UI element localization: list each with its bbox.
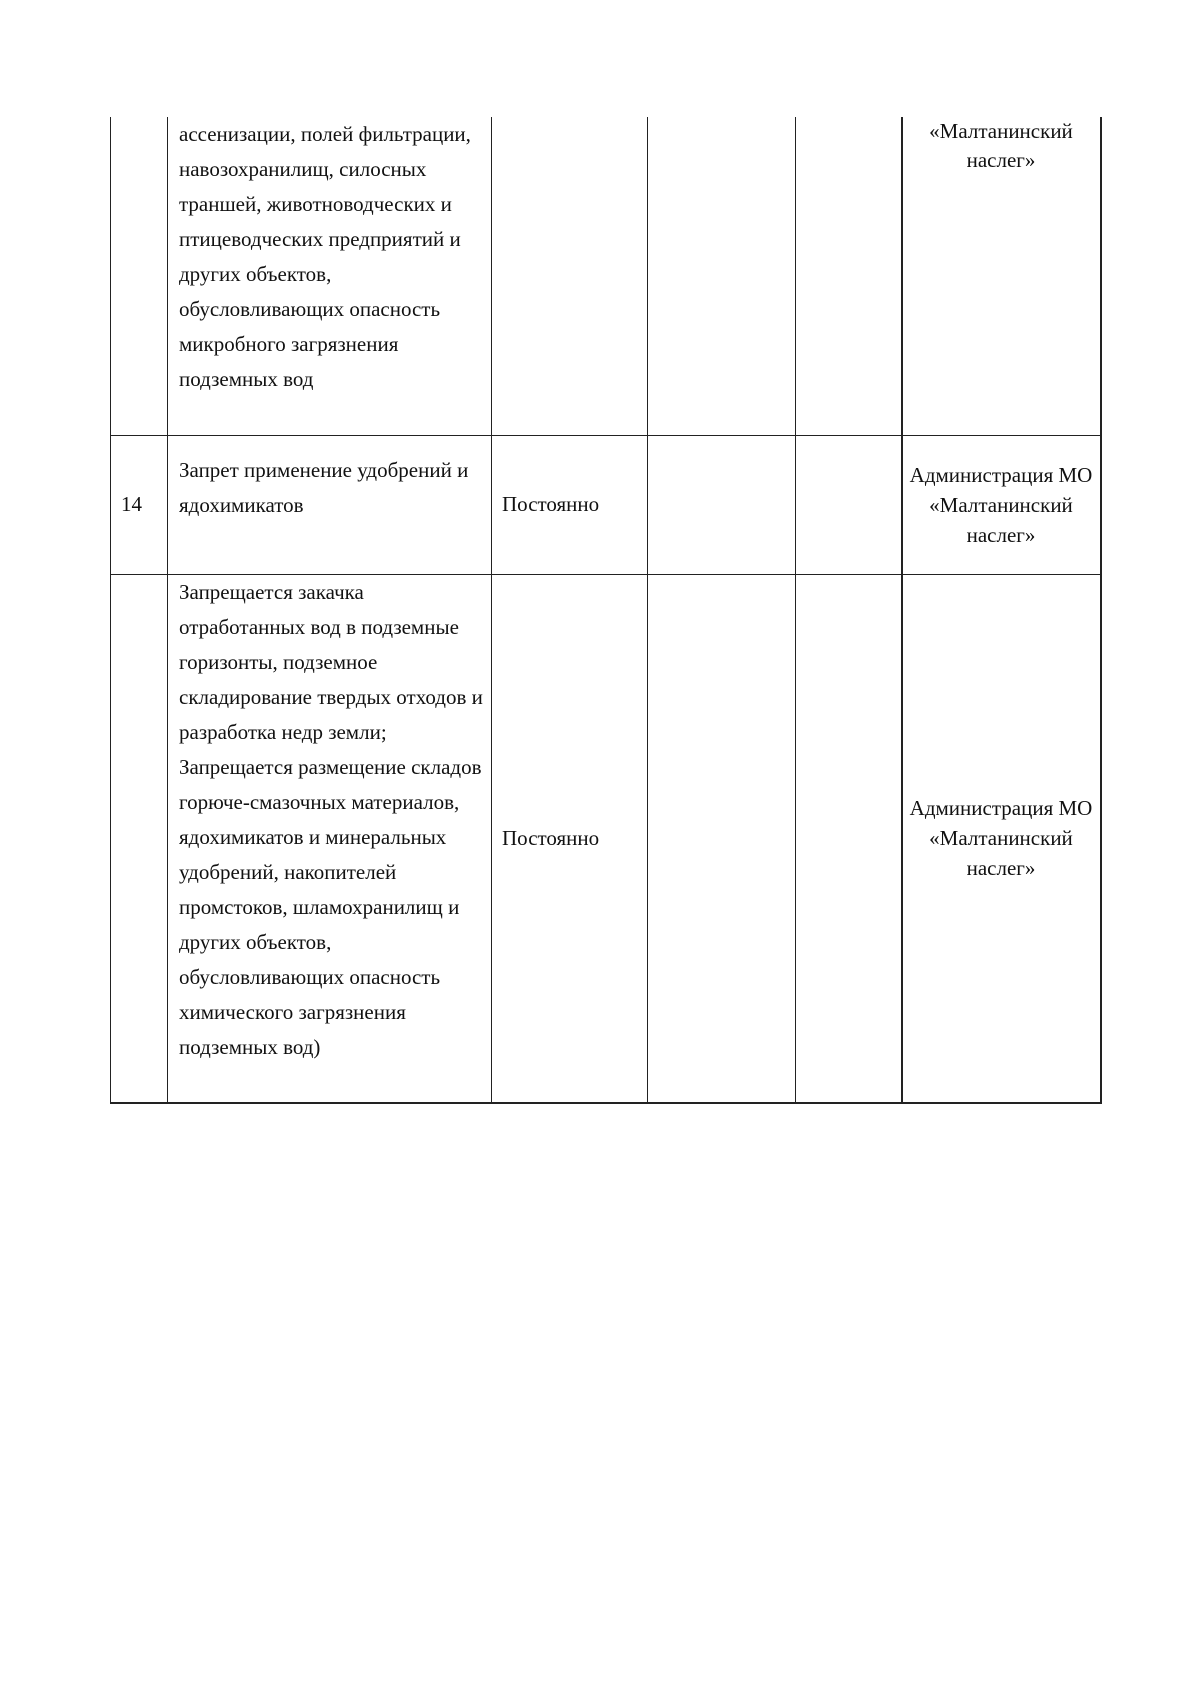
- measure-description: [168, 117, 492, 435]
- measure-cell-5: [796, 574, 902, 1103]
- row-number: [111, 574, 168, 1103]
- row-number: 14: [111, 435, 168, 574]
- measure-description: [168, 574, 492, 1103]
- measure-cell-4: [648, 574, 796, 1103]
- table-row: [111, 435, 1101, 574]
- measure-responsible: Администрация МО «Малтанинский наслег»: [902, 435, 1101, 574]
- measure-period: Постоянно: [492, 574, 648, 1103]
- measure-description-text: Запрещается закачка отработанных вод в подземные горизонты, подземное складирование твердых отходов и разработка недр земли; Запрещается размещение складов горюче-смазочных материалов, ядохимикатов и минеральных удобрений, накопителей промстоков, шламохранилищ и других объектов, обусловливающих опасность химического загрязнения подземных вод): [179, 579, 483, 1059]
- row-number: [111, 117, 168, 435]
- measure-period: [492, 117, 648, 435]
- measure-cell-5: [796, 435, 902, 574]
- measure-description: [168, 435, 492, 574]
- measure-description-text: ассенизации, полей фильтрации, навозохранилищ, силосных траншей, животноводческих и птицеводческих предприятий и других объектов, обусловливающих опасность микробного загрязнения подземных вод: [179, 122, 471, 391]
- table-row: [111, 117, 1101, 435]
- measure-cell-4: [648, 117, 796, 435]
- measure-responsible: «Малтанинский наслег»: [902, 117, 1101, 435]
- measure-responsible: Администрация МО «Малтанинский наслег»: [902, 574, 1101, 1103]
- table-row: [111, 574, 1101, 1103]
- measure-cell-5: [796, 117, 902, 435]
- measure-description-text: Запрет применение удобрений и ядохимикатов: [179, 457, 469, 517]
- measures-table: [110, 117, 1102, 1104]
- measure-cell-4: [648, 435, 796, 574]
- measure-period: Постоянно: [492, 435, 648, 574]
